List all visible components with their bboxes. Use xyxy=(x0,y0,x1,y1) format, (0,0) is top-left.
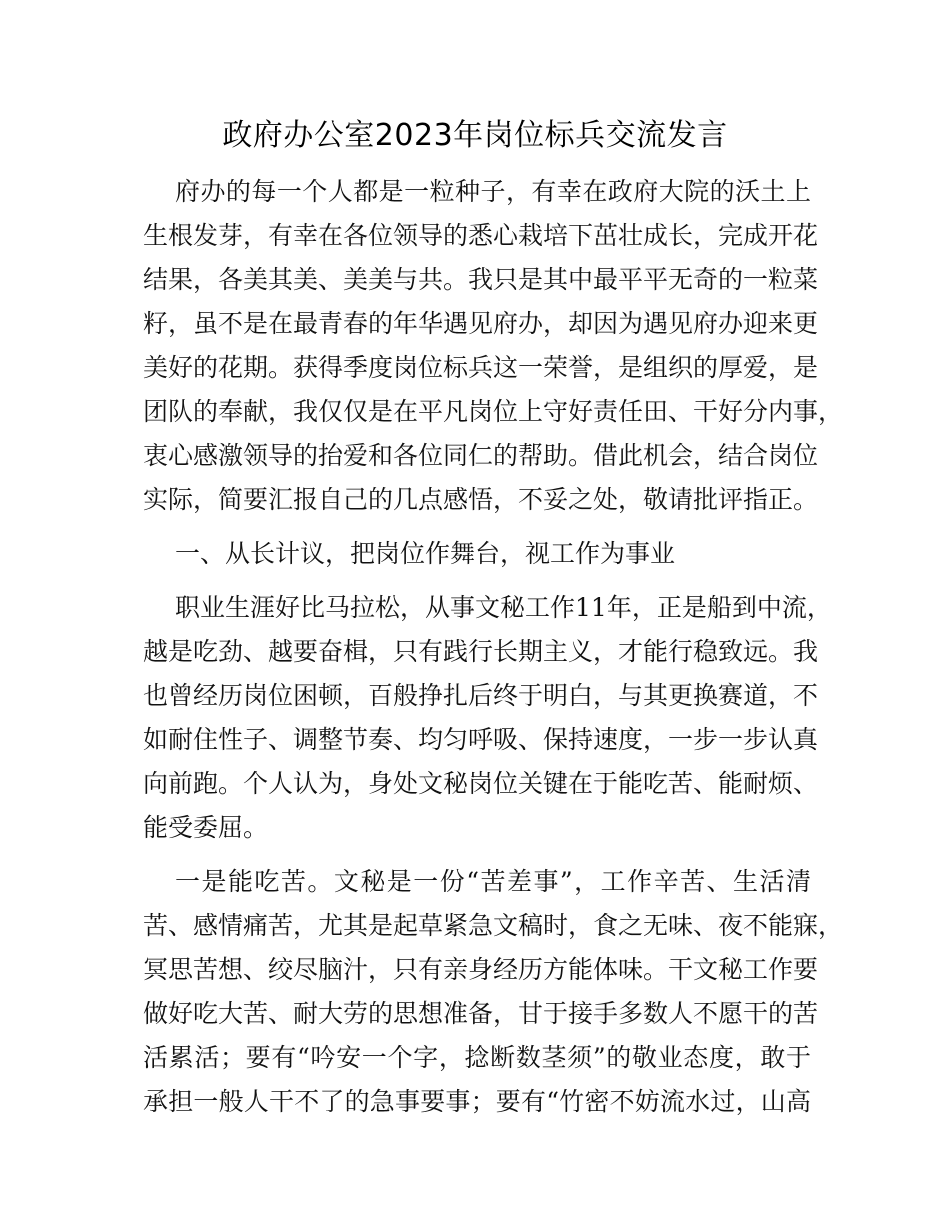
text-line: 职业生涯好比马拉松，从事文秘工作11年，正是船到中流， xyxy=(175,593,832,622)
document-body xyxy=(143,170,844,1124)
text-line: 能受委屈。 xyxy=(143,813,269,842)
paragraph-career xyxy=(143,586,832,850)
paragraph-intro xyxy=(143,170,844,522)
text-line: 一、从长计议，把岗位作舞台，视工作为事业 xyxy=(175,539,676,568)
text-line: 也曾经历岗位困顿，百般挣扎后终于明白，与其更换赛道，不 xyxy=(143,681,819,710)
document-title: 政府办公室2023年岗位标兵交流发言 xyxy=(222,118,728,153)
section-heading xyxy=(143,532,811,576)
text-line: 活累活；要有“吟安一个字，捻断数茎须”的敬业态度，敢于 xyxy=(143,1043,811,1072)
text-line: 冥思苦想、绞尽脑汁，只有亲身经历方能体味。干文秘工作要 xyxy=(143,955,819,984)
text-line: 实际，简要汇报自己的几点感悟，不妥之处，敬请批评指正。 xyxy=(143,485,819,514)
text-line: 苦、感情痛苦，尤其是起草紧急文稿时，食之无味、夜不能寐， xyxy=(143,911,844,940)
text-line: 向前跑。个人认为，身处文秘岗位关键在于能吃苦、能耐烦、 xyxy=(143,769,819,798)
text-line: 府办的每一个人都是一粒种子，有幸在政府大院的沃土上 xyxy=(175,177,811,206)
text-line: 越是吃劲、越要奋楫，只有践行长期主义，才能行稳致远。我 xyxy=(143,637,819,666)
paragraph-hardship xyxy=(143,860,844,1124)
text-line: 团队的奉献，我仅仅是在平凡岗位上守好责任田、干好分内事， xyxy=(143,397,844,426)
text-line: 结果，各美其美、美美与共。我只是其中最平平无奇的一粒菜 xyxy=(143,265,819,294)
text-line: 承担一般人干不了的急事要事；要有“竹密不妨流水过，山高 xyxy=(143,1087,811,1116)
text-line: 生根发芽，有幸在各位领导的悉心栽培下茁壮成长，完成开花 xyxy=(143,221,819,250)
text-line: 做好吃大苦、耐大劳的思想准备，甘于接手多数人不愿干的苦 xyxy=(143,999,819,1028)
text-line: 衷心感激领导的抬爱和各位同仁的帮助。借此机会，结合岗位 xyxy=(143,441,819,470)
text-line: 美好的花期。获得季度岗位标兵这一荣誉，是组织的厚爱，是 xyxy=(143,353,819,382)
text-line: 一是能吃苦。文秘是一份“苦差事”，工作辛苦、生活清 xyxy=(175,867,811,896)
text-line: 如耐住性子、调整节奏、均匀呼吸、保持速度，一步一步认真 xyxy=(143,725,819,754)
text-line: 籽，虽不是在最青春的年华遇见府办，却因为遇见府办迎来更 xyxy=(143,309,819,338)
